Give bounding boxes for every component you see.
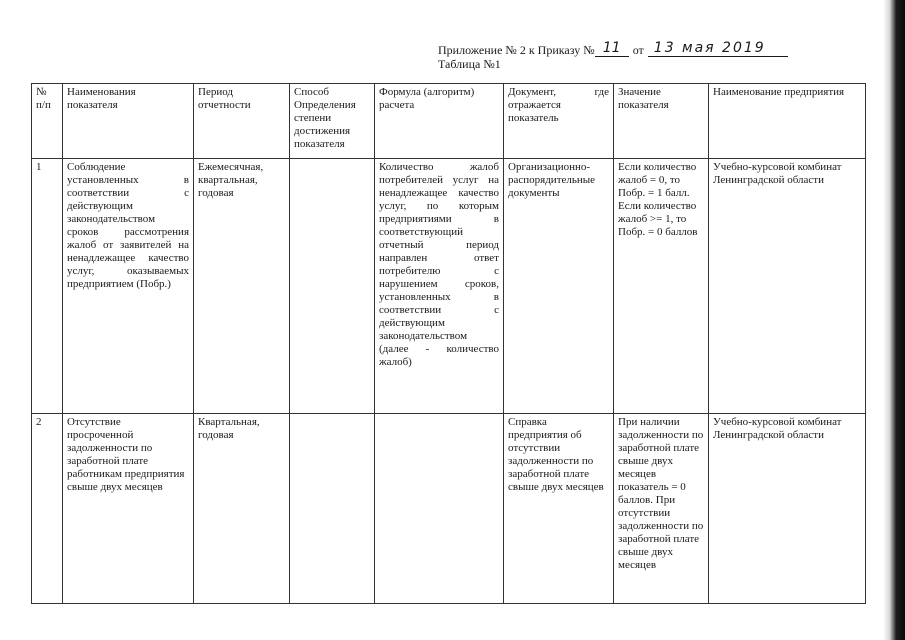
row-enterprise: Учебно-курсовой комбинат Ленинградской области [709,159,866,414]
row-value: Если количество жалоб = 0, то Побр. = 1 балл. Если количество жалоб >= 1, то Побр. = 0 баллов [614,159,709,414]
indicators-table [31,83,866,604]
table-row [32,414,866,604]
header-cell-method: Способ Определения степени достижения показателя [290,84,375,159]
table-row [32,159,866,414]
row-num: 1 [32,159,63,414]
row-enterprise: Учебно-курсовой комбинат Ленинградской области [709,414,866,604]
from-text: от [632,43,644,57]
scan-edge-shadow [883,0,905,640]
order-number: 11 [595,40,629,57]
row-period: Квартальная, годовая [194,414,290,604]
appendix-line [438,40,788,57]
row-document: Организационно-распорядительные документы [504,159,614,414]
order-date: 13 мая 2019 [648,40,788,57]
row-num: 2 [32,414,63,604]
row-method [290,414,375,604]
table-header-row [32,84,866,159]
row-name: Отсутствие просроченной задолженности по заработной плате работникам предприятия свыше двух месяцев [63,414,194,604]
header-cell-period: Период отчетности [194,84,290,159]
appendix-text: Приложение № 2 к Приказу № [438,43,595,57]
document-header [438,40,788,71]
row-formula [375,414,504,604]
header-cell-name: Наименования показателя [63,84,194,159]
row-value: При наличии задолженности по заработной плате свыше двух месяцев показатель = 0 баллов. При отсутствии задолженности по заработной плате свыше двух месяцев [614,414,709,604]
row-name: Соблюдение установленных в соответствии с действующим законодательством сроков рассмотрения жалоб от заявителей на ненадлежащее качество услуг, оказываемых предприятием (Побр.) [63,159,194,414]
row-formula: Количество жалоб потребителей услуг на ненадлежащее качество услуг, по которым предприятиями в соответствующий отчетный период направлен ответ потребителю с нарушением сроков, установленных в соответствии с действующим законодательством (далее - количество жалоб) [375,159,504,414]
header-cell-value: Значение показателя [614,84,709,159]
header-cell-enterprise: Наименование предприятия [709,84,866,159]
header-cell-formula: Формула (алгоритм) расчета [375,84,504,159]
header-cell-num: № п/п [32,84,63,159]
row-period: Ежемесячная, квартальная, годовая [194,159,290,414]
indicators-table-wrap [31,83,866,604]
header-cell-document: Документ, где отражается показатель [504,84,614,159]
table-label: Таблица №1 [438,57,501,71]
row-method [290,159,375,414]
row-document: Справка предприятия об отсутствии задолженности по заработной плате свыше двух месяцев [504,414,614,604]
